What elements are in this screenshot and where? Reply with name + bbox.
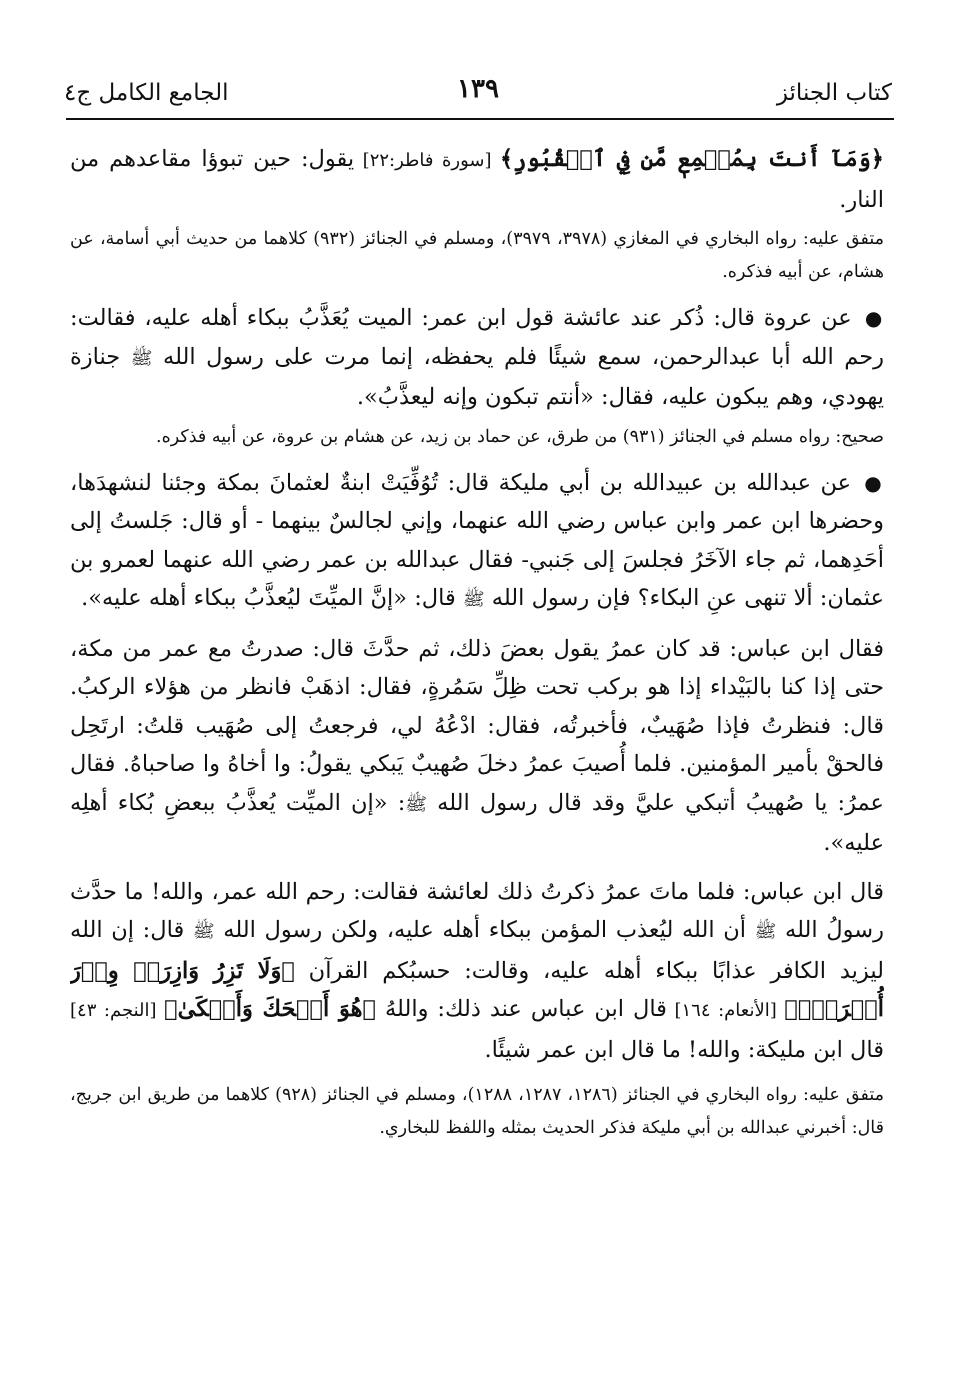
quran-verse: ﴿وَمَآ أَنتَ بِمُسۡمِعٖ مَّن فِي ٱلۡقُبُورِ﴾ bbox=[500, 146, 884, 172]
hadith-urwa bbox=[70, 299, 884, 417]
salawat-glyph: ﷺ bbox=[130, 347, 153, 369]
text-line-quran-reference bbox=[70, 140, 884, 219]
text-segment: : «إن الميِّت يُعذَّبُ ببعضِ بُكاء أهلِه عليه». bbox=[70, 789, 884, 856]
text-segment: قال ابن مليكة: والله! ما قال ابن عمر شيئًا. bbox=[484, 1036, 884, 1063]
salawat-glyph: ﷺ bbox=[405, 793, 428, 815]
text-segment: صحيح: رواه مسلم في الجنائز (٩٣١) من طرق، عن حماد بن زيد، عن هشام بن عروة، عن أبيه فذكره. bbox=[156, 426, 884, 447]
bullet-marker: ● bbox=[864, 470, 884, 495]
text-segment: قال: «إنَّ الميِّتَ ليُعذَّبُ ببكاء أهله عليه». bbox=[81, 585, 463, 611]
quran-verse: ﴿هُوَ أَضۡحَكَ وَأَبۡكَىٰ﴾ bbox=[164, 996, 376, 1022]
paragraph-ibn-abbas-narration bbox=[70, 630, 884, 863]
salawat-glyph: ﷺ bbox=[754, 921, 777, 942]
page-number: ١٣٩ bbox=[457, 74, 499, 104]
book-title: الجامع الكامل ج٤ bbox=[64, 80, 229, 106]
text-segment: قال ابن عباس: فلما ماتَ عمرُ ذكرتُ ذلك لعائشة فقالت: رحم الله عمر، والله! ما حدَّث رسولُ الله bbox=[70, 878, 884, 943]
text-segment: أن الله ليُعذب المؤمن ببكاء أهله عليه، ولكن رسول الله bbox=[214, 917, 755, 943]
quran-verse: ﴿وَلَا تَزِرُ وَازِرَةٞ وِزۡرَ أُخۡرَىٰۚ﴾ bbox=[70, 957, 884, 1022]
text-segment: جنازة يهودي، وهم يبكون عليه، فقال: «أنتم تبكون وإنه ليعذَّبُ». bbox=[70, 343, 884, 410]
page-content bbox=[70, 140, 884, 1345]
chapter-title: كتاب الجنائز bbox=[776, 80, 892, 106]
text-segment: يقول: حين تبوؤا مقاعدهم من النار. bbox=[70, 146, 884, 213]
footnote-takhrij-2 bbox=[70, 421, 884, 454]
text-segment: قال: إن الله ليزيد الكافر عذابًا ببكاء أهله عليه، وقالت: حسبُكم القرآن bbox=[70, 917, 884, 984]
text-segment: عن عروة قال: ذُكر عند عائشة قول ابن عمر: الميت يُعَذَّبُ ببكاء أهله عليه، فقالت: رحم الله أبا عبدالرحمن، سمع شيئًا فلم يحفظه، إنما مرت على رسول الله bbox=[70, 305, 884, 370]
text-segment: فقال ابن عباس: قد كان عمرُ يقول بعضَ ذلك، ثم حدَّثَ قال: صدرتُ مع عمر من مكة، حتى إذا كنا بالبَيْداء إذا هو بركب تحت ظِلِّ سَمُرةٍ، فقال: اذهَبْ فانظر من هؤلاء الركبُ. قال: فنظرتُ فإذا صُهَيبٌ، فأخبرتُه، فقال: ادْعُهُ لي، فرجعتُ إلى صُهَيب قلتُ: ارتَحِل فالحقْ بأمير المؤمنين. فلما أُصيبَ عمرُ دخلَ صُهيبٌ يَبكي يقولُ: وا أخاهُ وا صاحباهُ. فقال عمرُ: يا صُهيبُ أتبكي عليَّ وقد قال رسول الله bbox=[70, 635, 884, 816]
bullet-marker: ● bbox=[864, 306, 884, 330]
verse-reference: [النجم: ٤٣] bbox=[70, 1000, 165, 1021]
salawat-glyph: ﷺ bbox=[462, 589, 485, 610]
header-divider bbox=[66, 118, 894, 120]
footnote-takhrij-3 bbox=[70, 1079, 884, 1145]
verse-reference: [سورة فاطر:٢٢] bbox=[354, 150, 500, 171]
text-segment: متفق عليه: رواه البخاري في الجنائز (١٢٨٦، ١٢٨٧، ١٢٨٨)، ومسلم في الجنائز (٩٢٨) كلاهما من طريق ابن جريج، قال: أخبرني عبدالله بن أبي مليكة فذكر الحديث بمثله واللفظ للبخاري. bbox=[70, 1085, 884, 1138]
verse-reference: [الأنعام: ١٦٤] bbox=[666, 1000, 785, 1021]
salawat-glyph: ﷺ bbox=[192, 921, 215, 942]
footnote-takhrij-1 bbox=[70, 223, 884, 289]
text-segment: قال ابن عباس عند ذلك: واللهُ bbox=[375, 996, 667, 1022]
text-segment: متفق عليه: رواه البخاري في المغازي (٣٩٧٨، ٣٩٧٩)، ومسلم في الجنائز (٩٣٢) كلاهما من حديث أبي أسامة، عن هشام، عن أبيه فذكره. bbox=[70, 229, 884, 282]
paragraph-aisha-response bbox=[70, 873, 884, 1070]
hadith-ibn-abi-mulaykah bbox=[70, 464, 884, 620]
page-header bbox=[60, 64, 896, 114]
text-segment: عن عبدالله بن عبيدالله بن أبي مليكة قال: تُوُفِّيَتْ ابنةٌ لعثمانَ بمكة وجئنا لنشهدَها، وحضرها ابن عمر وابن عباس رضي الله عنهما، وإني لجالسٌ بينهما - أو قال: جَلستُ إلى أحَدِهما، ثم جاء الآخَرُ فجلسَ إلى جَنبي- فقال عبدالله بن عمر رضي الله عنهما لعمرو بن عثمان: ألا تنهى عنِ البكاء؟ فإن رسول الله bbox=[70, 469, 884, 611]
